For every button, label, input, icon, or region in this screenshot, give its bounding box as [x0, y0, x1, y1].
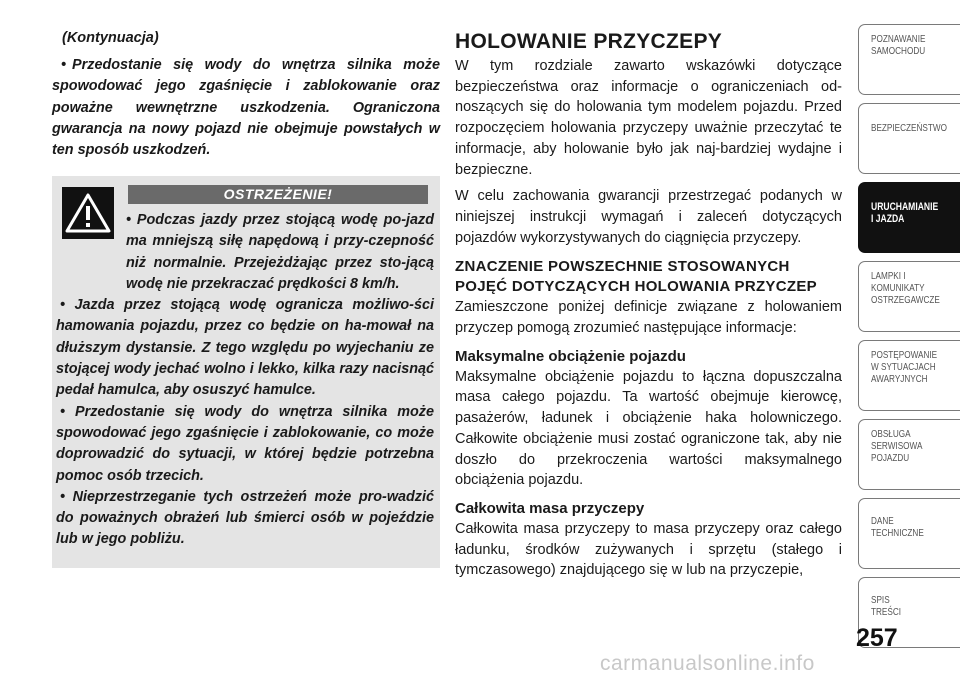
terms-heading: ZNACZENIE POWSZECHNIE STOSOWANYCH POJĘĆ DOTYCZĄCYCH HOLOWANIA PRZYCZEP: [455, 258, 817, 296]
intro-paragraph: W tym rozdziale zawarto wskazówki dotyczące bezpieczeństwa oraz informacje o ograniczeniach od-noszących się do holowania tym modelem pojazdu. Przed rozpoczęciem holowania przyczepy uważnie przeczytać te informacje, aby holowanie było jak naj-bardziej wydajne i bezpieczne.: [455, 58, 842, 178]
warning-title: OSTRZEŻENIE!: [128, 185, 428, 204]
page-number: 257: [856, 624, 898, 652]
engine-water-bullet: [52, 55, 440, 161]
warning-item: • Podczas jazdy przez stojącą wodę po-jazd ma mniejszą siłę napędową i przy-czepność niż normalnie. Przejeżdżając przez sto-jącą wodę nie przekraczać prędkości 8 km/h.: [126, 212, 434, 292]
tab-poznawanie-samochodu[interactable]: POZNAWANIE SAMOCHODU: [858, 24, 960, 95]
warning-item: • Jazda przez stojącą wodę ogranicza możliwo-ści hamowania pojazdu, przez co będzie on ha-mował na dłuższym dystansie. Z tego względu po wyjechaniu ze stojącej wody jechać wolno i lekko, kilka razy nacisnąć pedał hamulca, aby osuszyć hamulce.: [56, 297, 434, 399]
tab-postepowanie-awaryjne[interactable]: POSTĘPOWANIE W SYTUACJACH AWARYJNYCH: [858, 340, 960, 411]
warning-item: • Nieprzestrzeganie tych ostrzeżeń może pro-wadzić do poważnych obrażeń lub śmierci osób w pojeździe lub w jego pobliżu.: [56, 488, 434, 548]
tab-bezpieczenstwo[interactable]: BEZPIECZEŃSTWO: [858, 103, 960, 174]
tab-spis-tresci[interactable]: SPIS TREŚCI: [858, 577, 960, 648]
gvwr-heading: Maksymalne obciążenie pojazdu: [455, 347, 686, 365]
gtw-text: Całkowita masa przyczepy to masa przyczepy oraz całego ładunku, środków zużywanych i sprzętu (stałego i tymczasowego) znajdującego się w lub na przyczepie,: [455, 520, 842, 579]
gvwr-text: Maksymalne obciążenie pojazdu to łączna dopuszczalna masa całego pojazdu. Ta wartość obejmuje kierowcę, pasażerów, ładunek i obciążenie haka holowniczego. Całkowite obciążenie musi zostać ograniczone tak, aby nie doszło do przekroczenia wartości maksymalnego obciążenia pojazdu.: [455, 368, 842, 489]
warning-box: [52, 176, 440, 568]
warning-list: [56, 210, 434, 551]
chapter-tabs: [858, 24, 960, 656]
tab-obsluga-serwisowa[interactable]: OBSŁUGA SERWISOWA POJAZDU: [858, 419, 960, 490]
continuation-label: (Kontynuacja): [62, 30, 159, 46]
left-column: [52, 30, 440, 161]
tab-dane-techniczne[interactable]: DANE TECHNICZNE: [858, 498, 960, 569]
right-column: [455, 30, 842, 587]
tab-lampki-i-komunikaty[interactable]: LAMPKI I KOMUNIKATY OSTRZEGAWCZE: [858, 261, 960, 332]
bullet-dot: •: [61, 57, 67, 73]
tab-uruchamianie-i-jazda[interactable]: URUCHAMIANIE I JAZDA: [858, 182, 960, 253]
gtw-heading: Całkowita masa przyczepy: [455, 499, 645, 517]
section-title: HOLOWANIE PRZYCZEPY: [455, 30, 723, 53]
warning-item: • Przedostanie się wody do wnętrza silnika może spowodować jego zgaśnięcie i zablokowanie, co może doprowadzić do sytuacji, w której będzie potrzebna pomoc osób trzecich.: [56, 403, 434, 484]
terms-intro: Zamieszczone poniżej definicje związane z holowaniem przyczep pomogą zrozumieć następujące informacje:: [455, 299, 842, 337]
watermark: carmanualsonline.info: [600, 652, 815, 675]
engine-water-text: Przedostanie się wody do wnętrza silnika może spowodować jego zgaśnięcie i zablokowanie oraz poważne wewnętrzne uszkodzenia. Ograniczona gwarancja na nowy pojazd nie obejmuje powstałych w ten sposób uszkodzeń.: [52, 57, 440, 159]
warranty-paragraph: W celu zachowania gwarancji przestrzegać podanych w niniejszej instrukcji wymagań i zaleceń dotyczących pojazdów wykorzystywanych do ciągnięcia przyczepy.: [455, 188, 842, 246]
